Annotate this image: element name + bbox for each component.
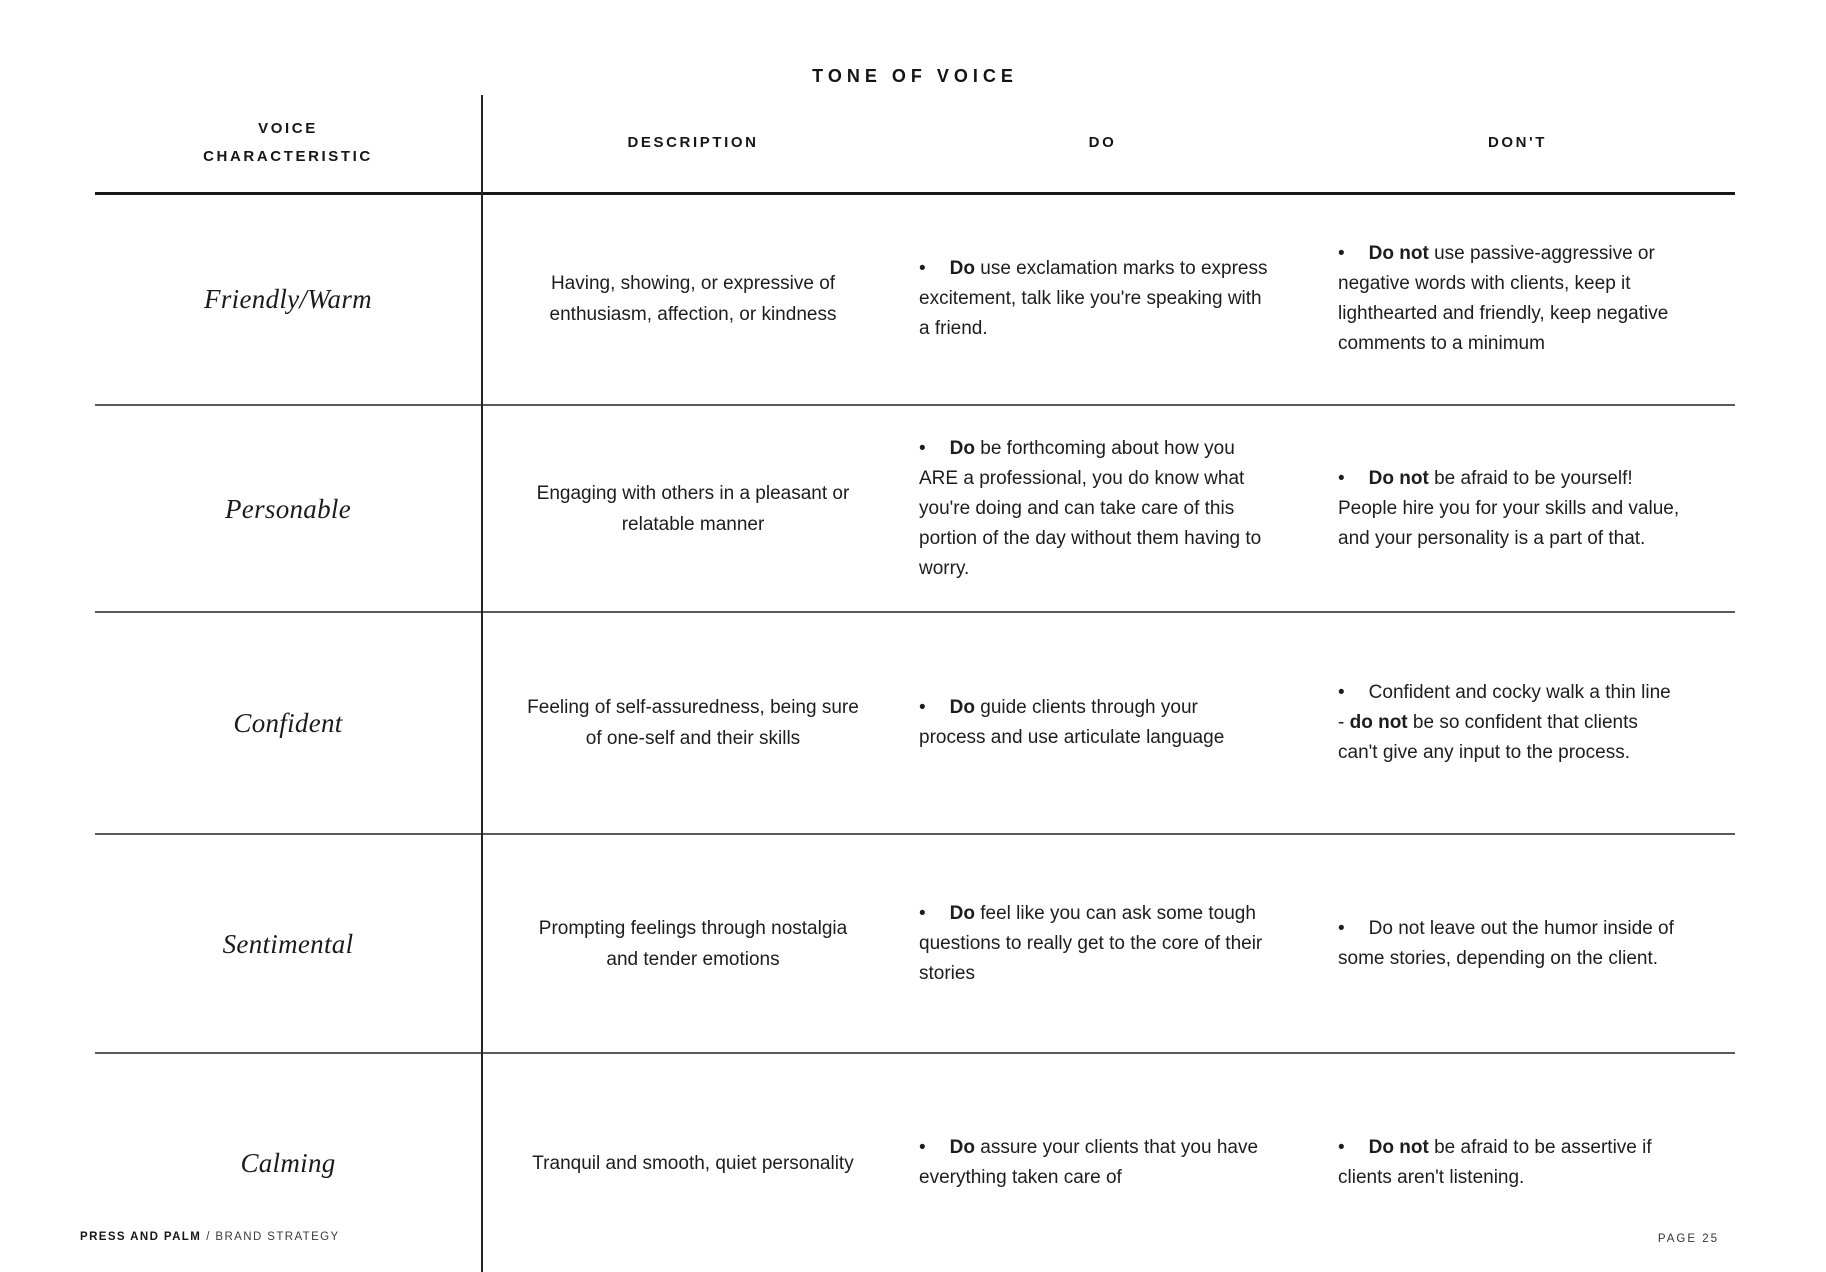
cell-do	[905, 193, 1300, 405]
header-do: DO	[905, 95, 1300, 193]
cell-description	[481, 405, 905, 612]
description-text: Tranquil and smooth, quiet personality	[532, 1152, 854, 1174]
tone-of-voice-table	[95, 95, 1735, 1272]
do-item	[919, 254, 1269, 344]
characteristic-label: Calming	[240, 1148, 336, 1178]
bullet-glyph: •	[919, 258, 926, 280]
emphasis-text: Do	[949, 437, 975, 459]
cell-description	[481, 834, 905, 1053]
cell-dont	[1300, 612, 1735, 834]
page-title: TONE OF VOICE	[812, 66, 1018, 86]
do-item	[919, 693, 1269, 753]
cell-characteristic	[95, 405, 481, 612]
do-item	[919, 1133, 1269, 1193]
footer-page-number: PAGE 25	[1657, 1233, 1719, 1245]
body-text: be forthcoming about how you ARE a professional, you do know what you're doing and can take care of this portion of the day without them having to worry.	[919, 437, 1262, 579]
column-divider-line	[481, 95, 483, 1272]
table-row	[95, 193, 1735, 405]
cell-do	[905, 1053, 1300, 1272]
dont-item	[1338, 914, 1680, 974]
bullet-glyph: •	[1338, 1137, 1345, 1158]
table-header-row	[95, 95, 1735, 193]
body-text: assure your clients that you have everything taken care of	[919, 1137, 1259, 1188]
cell-characteristic	[95, 193, 481, 405]
description-text: Prompting feelings through nostalgia and tender emotions	[538, 917, 848, 970]
body-text: feel like you can ask some tough questions to really get to the core of their stories	[919, 902, 1263, 984]
footer-brand: PRESS AND PALM	[80, 1231, 202, 1243]
body-text: use passive-aggressive or negative words with clients, keep it lighthearted and friendly, keep negative comments to a minimum	[1338, 243, 1669, 355]
bullet-glyph: •	[1338, 467, 1345, 489]
dont-item	[1338, 678, 1680, 768]
description-text: Having, showing, or expressive of enthusiasm, affection, or kindness	[549, 273, 837, 326]
header-description: DESCRIPTION	[481, 95, 905, 193]
bullet-glyph: •	[919, 437, 926, 459]
footer-left	[80, 1231, 340, 1243]
cell-characteristic	[95, 612, 481, 834]
cell-do	[905, 834, 1300, 1053]
body-text: guide clients through your process and use articulate language	[919, 697, 1225, 748]
body-text: Do not leave out the humor inside of some stories, depending on the client.	[1338, 917, 1674, 969]
emphasis-text: Do	[949, 902, 975, 924]
cell-description	[481, 1053, 905, 1272]
body-text: use exclamation marks to express excitement, talk like you're speaking with a friend.	[919, 258, 1268, 340]
cell-dont	[1300, 834, 1735, 1053]
bullet-glyph: •	[919, 1137, 926, 1158]
bullet-glyph: •	[919, 697, 926, 718]
body-text: be afraid to be assertive if clients aren't listening.	[1338, 1137, 1652, 1188]
bullet-glyph: •	[1338, 682, 1345, 703]
description-text: Engaging with others in a pleasant or relatable manner	[536, 482, 850, 535]
emphasis-text: Do not	[1368, 467, 1429, 489]
emphasis-text: Do	[949, 258, 975, 280]
bullet-glyph: •	[919, 902, 926, 924]
bullet-glyph: •	[1338, 917, 1345, 939]
body-text: Confident and cocky walk a thin line -	[1338, 682, 1671, 733]
header-dont: DON'T	[1300, 95, 1735, 193]
table-row	[95, 612, 1735, 834]
characteristic-label: Sentimental	[222, 928, 354, 959]
description-text: Feeling of self-assuredness, being sure of one-self and their skills	[527, 697, 859, 749]
characteristic-label: Confident	[233, 708, 343, 738]
cell-do	[905, 612, 1300, 834]
dont-item	[1338, 239, 1680, 359]
emphasis-text: Do	[949, 697, 975, 718]
table-row	[95, 405, 1735, 612]
characteristic-label: Personable	[225, 493, 351, 524]
cell-dont	[1300, 405, 1735, 612]
header-voice-characteristic-label: VOICE CHARACTERISTIC	[203, 120, 373, 166]
cell-description	[481, 193, 905, 405]
do-item	[919, 434, 1269, 584]
dont-item	[1338, 464, 1680, 554]
cell-characteristic	[95, 834, 481, 1053]
emphasis-text: Do not	[1368, 243, 1429, 265]
cell-dont	[1300, 193, 1735, 405]
bullet-glyph: •	[1338, 243, 1345, 265]
body-text: be afraid to be yourself! People hire you for your skills and value, and your personality is a part of that.	[1338, 467, 1680, 549]
header-voice-characteristic	[95, 95, 481, 193]
table-row	[95, 834, 1735, 1053]
dont-item	[1338, 1133, 1680, 1193]
emphasis-text: Do not	[1368, 1137, 1429, 1158]
body-text: be so confident that clients can't give any input to the process.	[1338, 712, 1638, 763]
cell-description	[481, 612, 905, 834]
footer-document-type: / BRAND STRATEGY	[206, 1231, 340, 1243]
do-item	[919, 899, 1269, 989]
table-row	[95, 1053, 1735, 1272]
characteristic-label: Friendly/Warm	[204, 284, 372, 315]
emphasis-text: do not	[1349, 712, 1408, 733]
cell-do	[905, 405, 1300, 612]
emphasis-text: Do	[949, 1137, 975, 1158]
